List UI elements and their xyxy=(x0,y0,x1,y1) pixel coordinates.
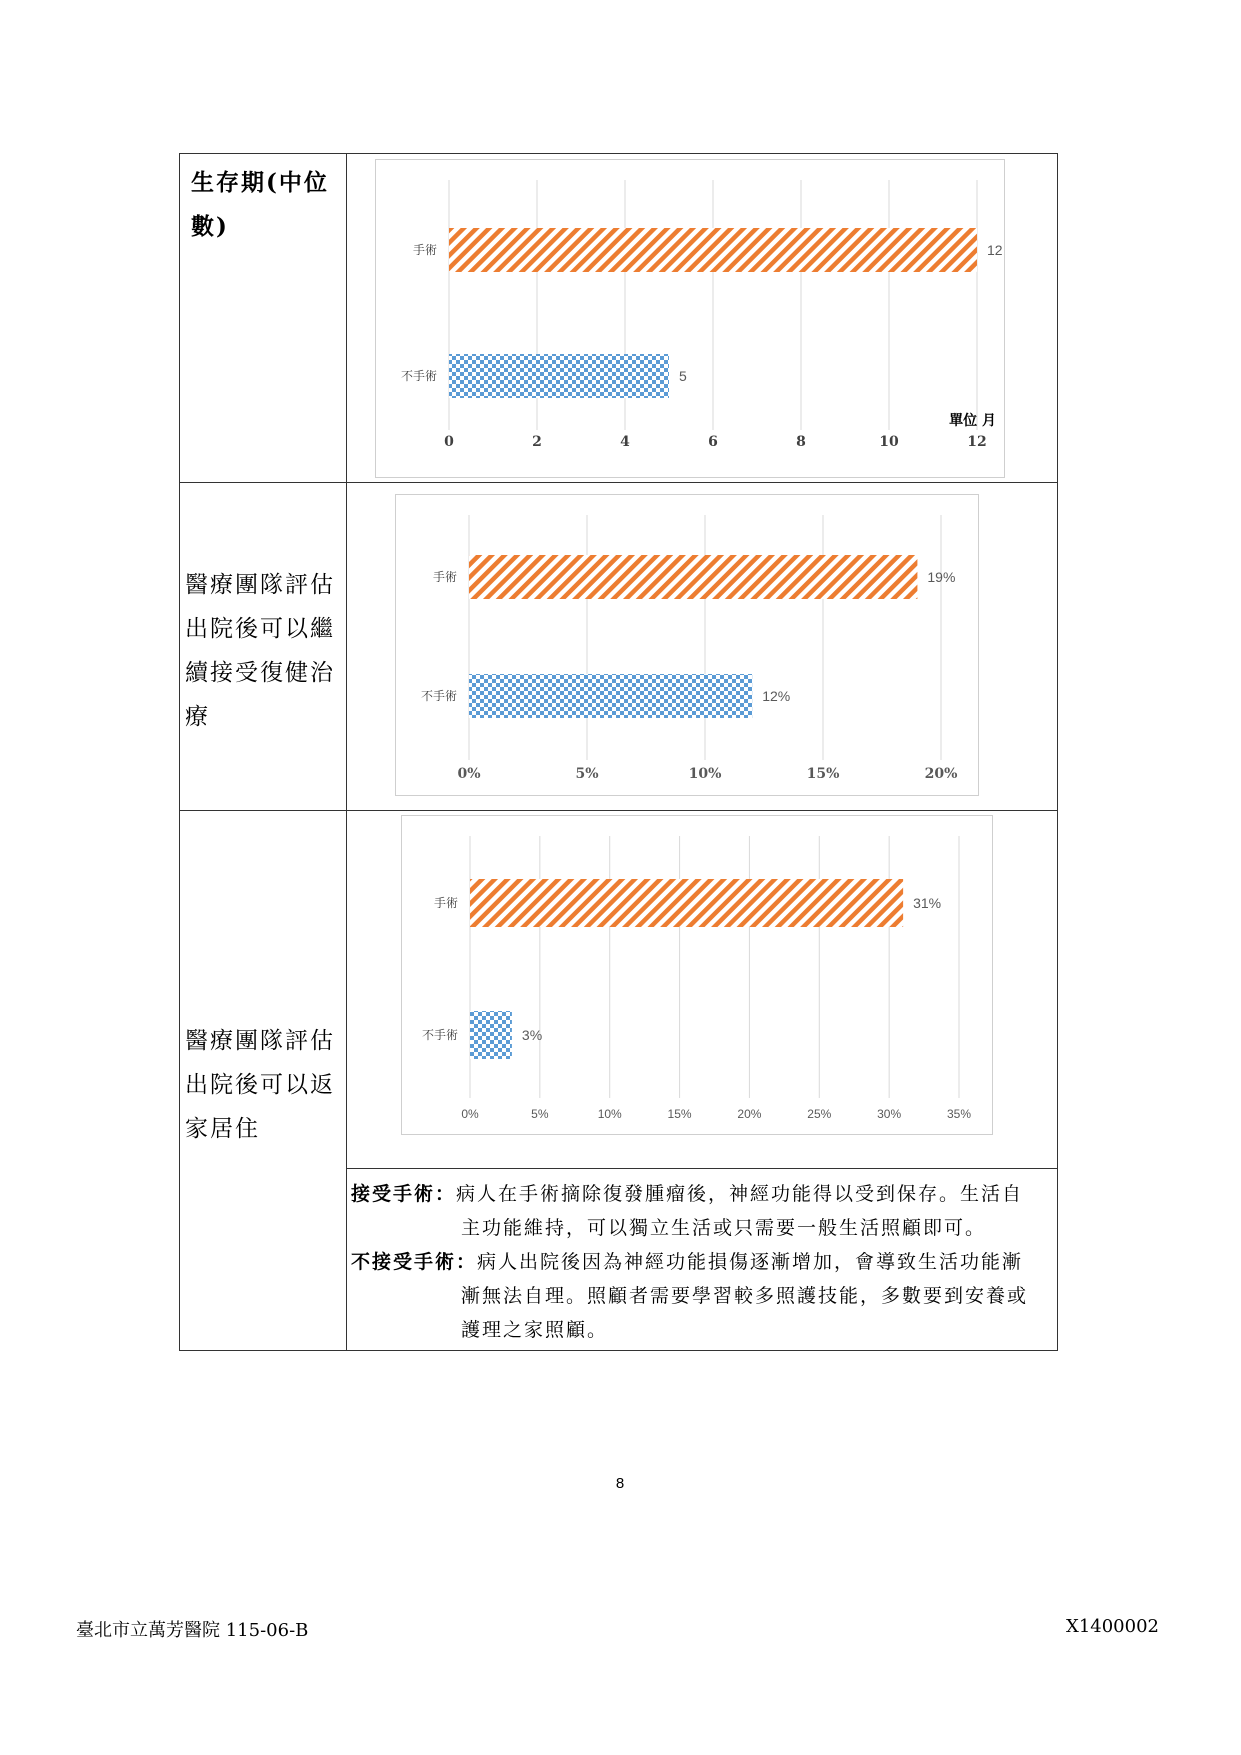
row-label-home xyxy=(185,1019,335,1151)
x-tick-label: 5% xyxy=(531,1107,549,1121)
row-label-line: 醫療團隊評估 xyxy=(185,1028,335,1054)
x-tick-label: 8 xyxy=(796,434,806,450)
bar-surgery xyxy=(470,879,903,927)
table-border-bottom xyxy=(179,1350,1058,1351)
x-tick-label: 4 xyxy=(620,434,630,450)
row-label-line: 出院後可以返 xyxy=(185,1072,335,1098)
x-tick-label: 0% xyxy=(461,1107,479,1121)
chart-svg xyxy=(396,495,978,795)
row-divider-1 xyxy=(179,482,1058,483)
x-tick-label: 0 xyxy=(444,434,454,450)
row-label-line: 家居住 xyxy=(185,1116,260,1142)
row-label-rehab xyxy=(185,563,335,739)
note-surgery-heading: 接受手術： xyxy=(351,1183,457,1205)
x-tick-label: 6 xyxy=(708,434,718,450)
row-label-line: 醫療團隊評估 xyxy=(185,572,335,598)
data-label: 31% xyxy=(913,895,942,911)
note-nosurgery-line3: 護理之家照顧。 xyxy=(461,1319,609,1341)
note-nosurgery-text: 病人出院後因為神經功能損傷逐漸增加，會導致生活功能漸 xyxy=(477,1251,1024,1273)
x-tick-label: 20% xyxy=(737,1107,762,1121)
row-label-line: 出院後可以繼 xyxy=(185,616,335,642)
note-surgery-line2: 主功能維持，可以獨立生活或只需要一般生活照顧即可。 xyxy=(461,1217,987,1239)
table-border-left xyxy=(179,153,180,1351)
bar-no-surgery xyxy=(469,674,752,718)
data-label: 19% xyxy=(927,569,956,585)
category-label: 不手術 xyxy=(421,1028,458,1042)
bar-no-surgery xyxy=(449,354,669,398)
chart-svg xyxy=(402,816,992,1134)
category-label: 不手術 xyxy=(400,369,437,383)
unit-label: 單位 月 xyxy=(949,413,996,429)
x-tick-label: 0% xyxy=(457,766,481,782)
bar-surgery xyxy=(469,555,917,599)
x-tick-label: 30% xyxy=(877,1107,902,1121)
x-tick-label: 35% xyxy=(946,1107,972,1121)
x-tick-label: 20% xyxy=(924,766,958,782)
footer-hospital-code: 臺北市立萬芳醫院 115-06-B xyxy=(76,1620,309,1641)
x-tick-label: 25% xyxy=(807,1107,832,1121)
note-nosurgery-line2: 漸無法自理。照顧者需要學習較多照護技能，多數要到安養或 xyxy=(461,1285,1029,1307)
rehab-chart xyxy=(395,494,979,796)
table-border-right xyxy=(1057,153,1058,1351)
x-tick-label: 10 xyxy=(879,434,899,450)
note-surgery-text: 病人在手術摘除復發腫瘤後，神經功能得以受到保存。生活自 xyxy=(456,1183,1024,1205)
row-label-survival xyxy=(191,161,329,249)
table-border-top xyxy=(179,153,1058,154)
note-surgery-line1 xyxy=(351,1179,1023,1206)
page-number: 8 xyxy=(615,1475,625,1492)
row-label-line: 生存期(中位 xyxy=(191,169,329,196)
bar-surgery xyxy=(449,228,977,272)
data-label: 5 xyxy=(679,368,687,384)
x-tick-label: 12 xyxy=(967,434,987,450)
document-table xyxy=(179,153,1058,1351)
notes-divider xyxy=(346,1168,1058,1169)
table-column-divider xyxy=(346,153,347,1351)
note-nosurgery-line1 xyxy=(351,1247,1023,1274)
chart-svg xyxy=(376,160,1004,477)
category-label: 手術 xyxy=(432,570,457,584)
category-label: 不手術 xyxy=(420,689,457,703)
x-tick-label: 10% xyxy=(597,1107,622,1121)
footer-document-id: X1400002 xyxy=(1066,1616,1159,1637)
row-label-line: 續接受復健治 xyxy=(185,660,335,686)
x-tick-label: 2 xyxy=(532,434,542,450)
x-tick-label: 10% xyxy=(688,766,722,782)
x-tick-label: 15% xyxy=(806,766,840,782)
data-label: 12 xyxy=(987,242,1003,258)
category-label: 手術 xyxy=(412,243,437,257)
row-label-line: 療 xyxy=(185,704,210,730)
row-divider-2 xyxy=(179,810,1058,811)
note-nosurgery-heading: 不接受手術： xyxy=(351,1251,478,1273)
x-tick-label: 15% xyxy=(667,1107,692,1121)
survival-chart xyxy=(375,159,1005,478)
home-chart xyxy=(401,815,993,1135)
x-tick-label: 5% xyxy=(575,766,599,782)
category-label: 手術 xyxy=(433,896,458,910)
data-label: 3% xyxy=(521,1027,543,1043)
row-label-line: 數) xyxy=(191,213,229,240)
bar-no-surgery xyxy=(470,1011,512,1059)
data-label: 12% xyxy=(762,688,791,704)
